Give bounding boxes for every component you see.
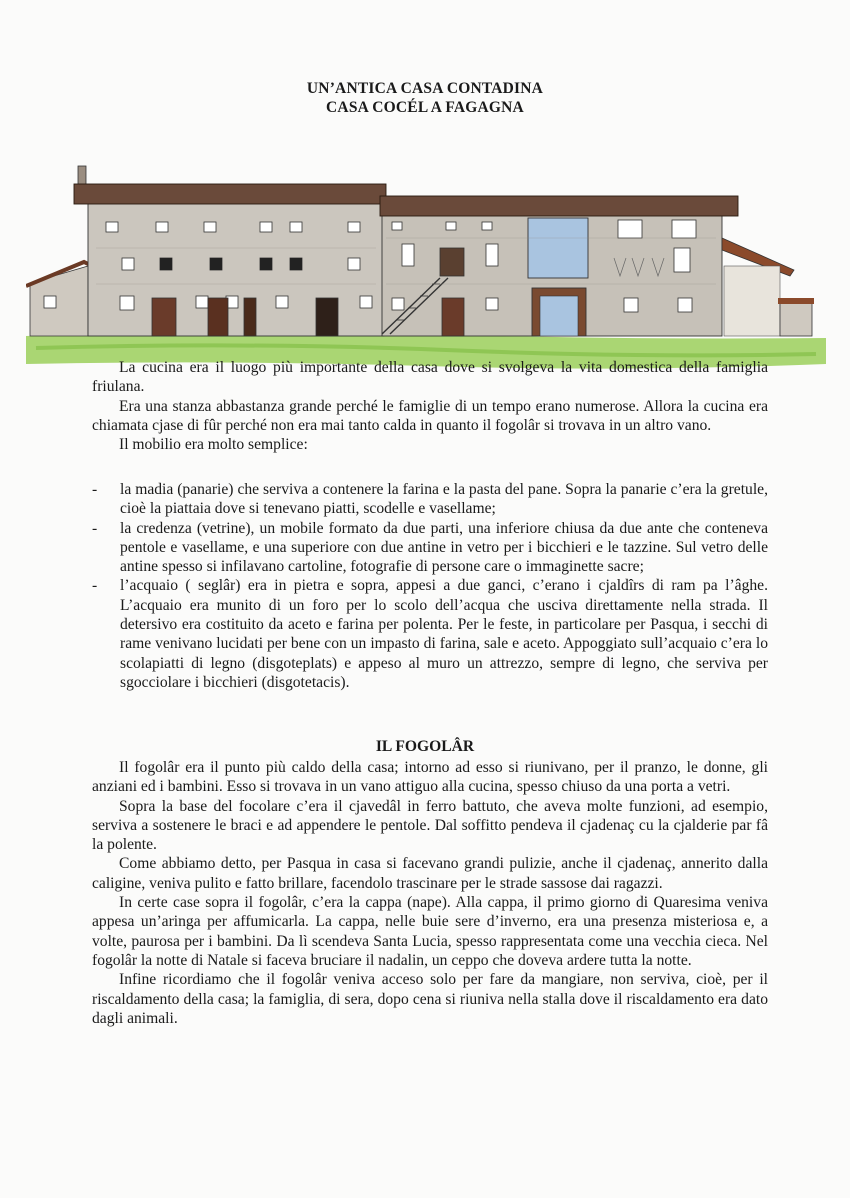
right-block-roof xyxy=(380,196,738,216)
list-item-text: l’acquaio ( seglâr) era in pietra e sopra, appesi a due ganci, c’erano i cjaldîrs di ram pa l’âghe. L’acquaio era munito di un foro per lo scolo dell’acqua che usciva direttamente nella strada. Il detersivo era costituito da aceto e farina per polenta. Per le feste, in particolare per Pasqua, i secchi di rame venivano lucidati per bene con un impasto di farina, sale e aceto. Appoggiato sull’acquaio c’era lo scolapiatti di legno (disgoteplats) e appeso al muro un attrezzo, sempre di legno, che serviva per sgocciolare i bicchieri (disgotetacis). xyxy=(120,577,768,691)
furniture-list xyxy=(92,480,768,692)
title-line-1: UN’ANTICA CASA CONTADINA xyxy=(306,80,544,97)
list-item xyxy=(92,576,768,692)
list-item xyxy=(92,480,768,519)
section-paragraph: Il fogolâr era il punto più caldo della casa; intorno ad esso si riunivano, per il pranzo, le donne, gli anziani ed i bambini. Esso si trovava in un vano attiguo alla cucina, spesso chiuso da una porta a vetri. xyxy=(92,759,768,796)
list-marker: - xyxy=(92,577,98,595)
section-heading: IL FOGOLÂR xyxy=(375,738,475,755)
farmhouse-illustration xyxy=(26,158,826,373)
list-item-text: la credenza (vetrine), un mobile formato da due parti, una inferiore chiusa da due ante che conteneva pentole e vasellame, e una superiore con due antine in vetro per i bicchieri e le tazzine. Sul vetro delle antine spesso si infilavano cartoline, fotografie di persone care o immaginette sacre; xyxy=(120,519,768,576)
title-line-2: CASA COCÉL A FAGAGNA xyxy=(326,99,524,116)
list-marker: - xyxy=(92,481,98,498)
section-paragraph: In certe case sopra il fogolâr, c’era la cappa (nape). Alla cappa, il primo giorno di Quaresima veniva appesa un’aringa per affumicarla. La cappa, nelle buie sere d’inverno, era una presenza misteriosa e, a volte, paurosa per i bambini. Da lì scendeva Santa Lucia, spesso rappresentata come una vecchia cieca. Nel fogolâr la notte di Natale si faceva bruciare il nadalin, un ceppo che doveva ardere tutta la notte. xyxy=(92,894,768,969)
left-annex xyxy=(30,266,88,336)
fogolar-section xyxy=(92,758,768,1028)
list-item-text: la madia (panarie) che serviva a contenere la farina e la pasta del pane. Sopra la panarie c’era la gretule, cioè la piattaia dove si tenevano piatti, scodelle e vasellame; xyxy=(120,481,768,518)
main-block-roof xyxy=(74,184,386,204)
section-paragraph: Infine ricordiamo che il fogolâr veniva acceso solo per fare da mangiare, non serviva, cioè, per il riscaldamento della casa; la famiglia, di sera, dopo cena si riuniva nella stalla dove il riscaldamento era dato dagli animali. xyxy=(92,971,768,1027)
intro-paragraph: Il mobilio era molto semplice: xyxy=(119,436,308,454)
section-paragraph: Come abbiamo detto, per Pasqua in casa si facevano grandi pulizie, anche il cjadenaç, annerito dalla caligine, veniva pulito e fatto brillare, facendolo trascinare per le strade sassose dai ragazzi. xyxy=(92,855,768,892)
intro-section xyxy=(92,358,768,454)
list-item xyxy=(92,519,768,577)
intro-paragraph: La cucina era il luogo più importante della casa dove si svolgeva la vita domestica della famiglia friulana. xyxy=(92,359,768,396)
list-marker: - xyxy=(92,519,98,537)
section-paragraph: Sopra la base del focolare c’era il cjavedâl in ferro battuto, che aveva molte funzioni, ad esempio, serviva a sostenere le braci e ad appendere le pentole. Dal soffitto pendeva il cjadenaç cu la cjalderie par fâ la polente. xyxy=(92,797,768,854)
intro-paragraph: Era una stanza abbastanza grande perché le famiglie di un tempo erano numerose. Allora la cucina era chiamata cjase di fûr perché non era mai tanto calda in quanto il fogolâr si trovava in un altro vano. xyxy=(92,397,768,434)
